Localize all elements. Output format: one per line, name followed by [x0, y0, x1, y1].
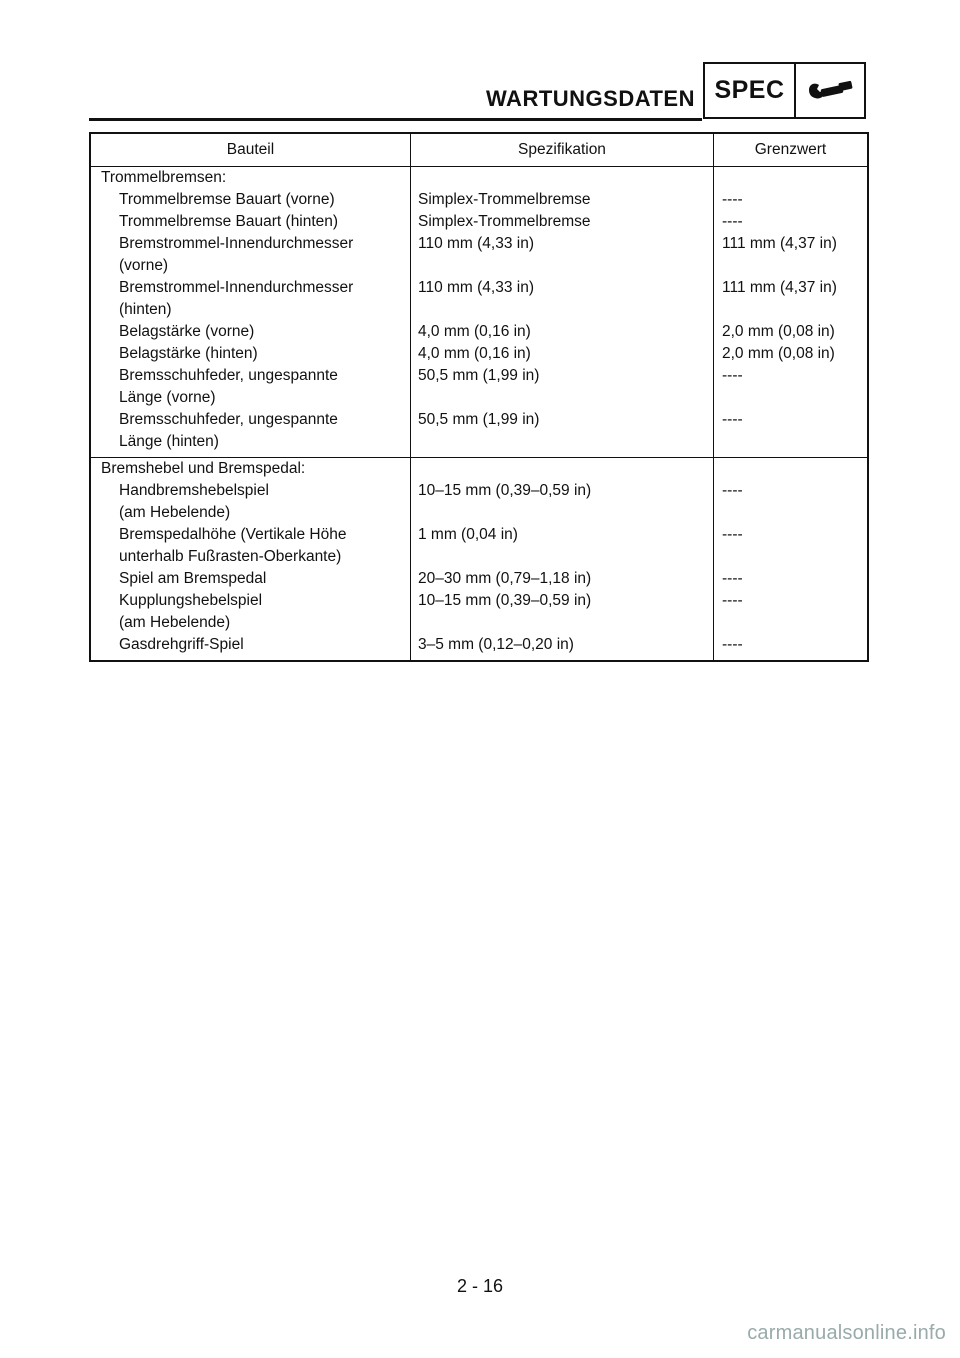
spec-label: SPEC: [705, 64, 796, 117]
component-label: (vorne): [119, 257, 169, 274]
spacer: [722, 167, 867, 189]
table-row-component: [101, 409, 410, 453]
limit-value: ----: [722, 482, 743, 499]
limit-value: ----: [722, 213, 743, 230]
table-row-limit: [722, 568, 867, 590]
table-row-specification: [418, 189, 713, 211]
table-row-specification: [418, 343, 713, 365]
group-title: Bremshebel und Bremspedal:: [101, 460, 306, 477]
specification-value: Simplex-Trommelbremse: [418, 191, 591, 208]
table-row-component: [101, 321, 410, 343]
table-row-limit: [722, 409, 867, 453]
specification-value: Simplex-Trommelbremse: [418, 213, 591, 230]
specification-column: [411, 167, 714, 457]
table-row-component: [101, 233, 410, 277]
specification-column: [411, 458, 714, 660]
specification-value: 3–5 mm (0,12–0,20 in): [418, 636, 574, 653]
component-label: Gasdrehgriff-Spiel: [119, 636, 244, 653]
limit-value: ----: [722, 636, 743, 653]
table-row-component: [101, 211, 410, 233]
table-row-limit: [722, 590, 867, 634]
spacer: [418, 458, 713, 480]
component-label: Belagstärke (hinten): [119, 345, 258, 362]
table-row-component: [101, 189, 410, 211]
specification-value: 10–15 mm (0,39–0,59 in): [418, 482, 592, 499]
group-title: Trommelbremsen:: [101, 169, 227, 186]
component-label: (am Hebelende): [119, 614, 231, 631]
table-group: [91, 167, 867, 457]
component-label: Trommelbremse Bauart (hinten): [119, 213, 339, 230]
table-row-component: [101, 277, 410, 321]
table-row-specification: [418, 568, 713, 590]
table-row-specification: [418, 365, 713, 409]
table-row-component: [101, 634, 410, 656]
limit-value: ----: [722, 526, 743, 543]
col-header-component: Bauteil: [91, 134, 411, 166]
limit-value: 2,0 mm (0,08 in): [722, 345, 835, 362]
col-header-specification: Spezifikation: [411, 134, 714, 166]
table-row-component: [101, 480, 410, 524]
component-label: Bremsschuhfeder, ungespannte: [119, 367, 338, 384]
component-label: Trommelbremse Bauart (vorne): [119, 191, 335, 208]
table-row-limit: [722, 233, 867, 277]
table-row-component: [101, 365, 410, 409]
table-row-specification: [418, 409, 713, 453]
limit-value: ----: [722, 570, 743, 587]
col-header-limit: Grenzwert: [754, 141, 827, 158]
component-label: Spiel am Bremspedal: [119, 570, 267, 587]
limit-value: ----: [722, 191, 743, 208]
component-label: Bremstrommel-Innendurchmesser: [119, 235, 354, 252]
table-row-limit: [722, 277, 867, 321]
component-label: unterhalb Fußrasten-Oberkante): [119, 548, 342, 565]
component-label: (am Hebelende): [119, 504, 231, 521]
limit-value: ----: [722, 367, 743, 384]
limit-column: [714, 458, 867, 660]
limit-value: 111 mm (4,37 in): [722, 279, 837, 296]
header-rule: [89, 118, 702, 121]
component-label: Bremsschuhfeder, ungespannte: [119, 411, 338, 428]
spacer: [418, 167, 713, 189]
table-row-limit: [722, 343, 867, 365]
table-row-specification: [418, 524, 713, 568]
component-label: Länge (hinten): [119, 433, 219, 450]
component-label: Handbremshebelspiel: [119, 482, 269, 499]
page-number: 2 - 16: [456, 1276, 504, 1296]
table-row-limit: [722, 524, 867, 568]
table-row-specification: [418, 634, 713, 656]
component-label: (hinten): [119, 301, 172, 318]
component-column: [91, 167, 411, 457]
table-row-limit: [722, 211, 867, 233]
table-row-specification: [418, 590, 713, 634]
component-column: [91, 458, 411, 660]
limit-value: 111 mm (4,37 in): [722, 235, 837, 252]
table-row-limit: [722, 189, 867, 211]
table-row-component: [101, 524, 410, 568]
spec-table: [89, 132, 869, 662]
specification-value: 50,5 mm (1,99 in): [418, 367, 540, 384]
specification-value: 10–15 mm (0,39–0,59 in): [418, 592, 592, 609]
page-title: WARTUNGSDATEN: [486, 86, 695, 111]
table-row-specification: [418, 211, 713, 233]
specification-value: 4,0 mm (0,16 in): [418, 323, 531, 340]
table-row-component: [101, 568, 410, 590]
limit-value: ----: [722, 411, 743, 428]
table-row-limit: [722, 321, 867, 343]
component-label: Bremspedalhöhe (Vertikale Höhe: [119, 526, 347, 543]
specification-value: 4,0 mm (0,16 in): [418, 345, 531, 362]
table-row-limit: [722, 634, 867, 656]
specification-value: 20–30 mm (0,79–1,18 in): [418, 570, 592, 587]
component-label: Bremstrommel-Innendurchmesser: [119, 279, 354, 296]
specification-value: 110 mm (4,33 in): [418, 279, 535, 296]
limit-column: [714, 167, 867, 457]
table-row-limit: [722, 365, 867, 409]
table-row-specification: [418, 480, 713, 524]
component-label: Belagstärke (vorne): [119, 323, 255, 340]
component-label: Kupplungshebelspiel: [119, 592, 263, 609]
specification-value: 110 mm (4,33 in): [418, 235, 535, 252]
table-group: [91, 457, 867, 660]
table-row-specification: [418, 277, 713, 321]
spacer: [722, 458, 867, 480]
limit-value: ----: [722, 592, 743, 609]
specification-value: 1 mm (0,04 in): [418, 526, 518, 543]
spec-badge: [703, 62, 866, 119]
component-label: Länge (vorne): [119, 389, 216, 406]
table-row-specification: [418, 321, 713, 343]
table-row-limit: [722, 480, 867, 524]
table-header: [91, 134, 867, 167]
table-row-component: [101, 590, 410, 634]
wrench-icon: [796, 64, 864, 117]
limit-value: 2,0 mm (0,08 in): [722, 323, 835, 340]
table-row-component: [101, 343, 410, 365]
specification-value: 50,5 mm (1,99 in): [418, 411, 540, 428]
table-row-specification: [418, 233, 713, 277]
watermark: carmanualsonline.info: [747, 1322, 946, 1344]
